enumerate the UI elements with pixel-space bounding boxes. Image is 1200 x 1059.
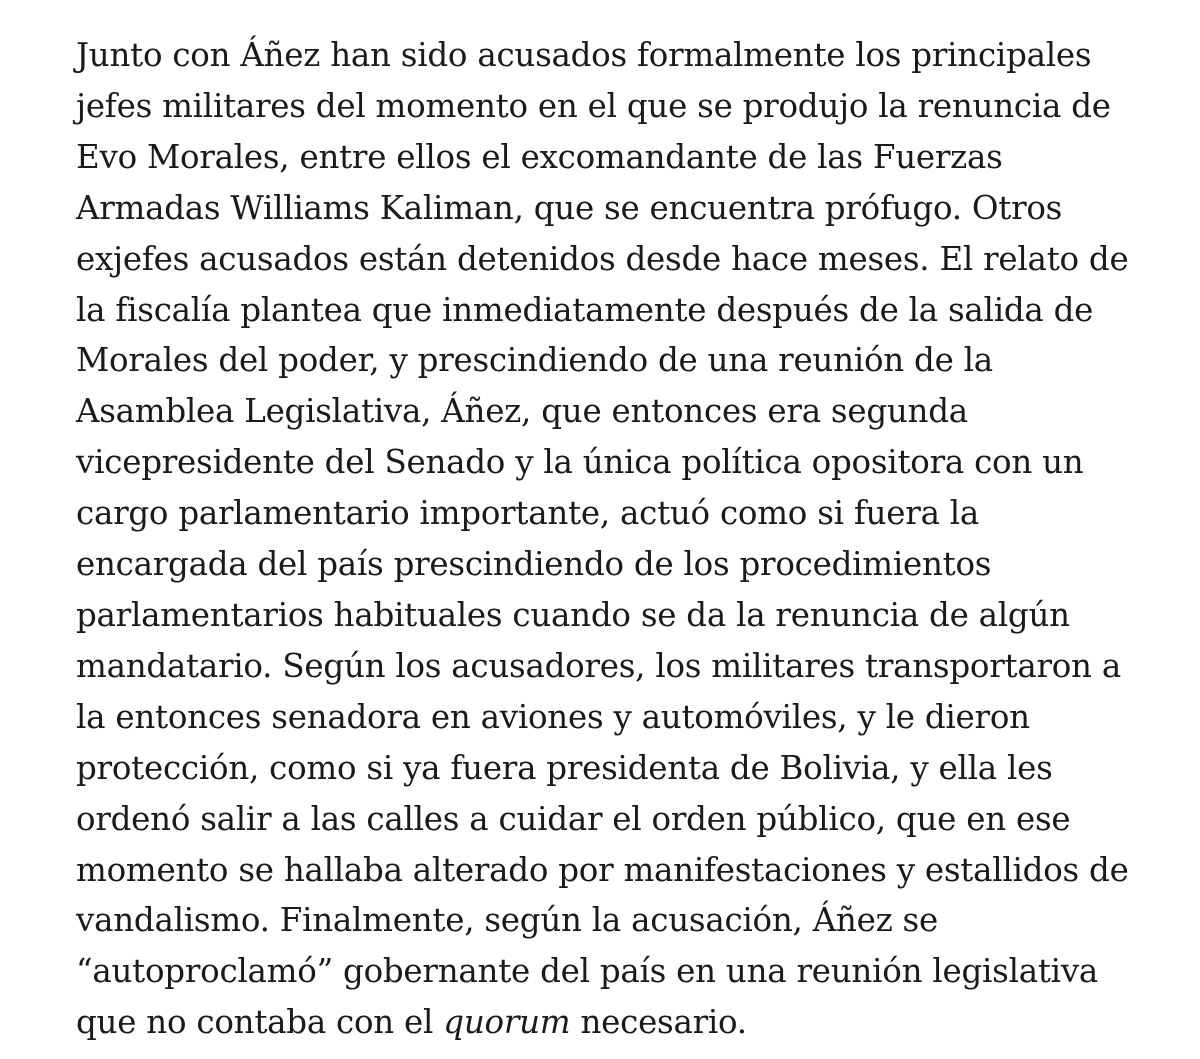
article-paragraph xyxy=(76,30,1166,1048)
paragraph-line: mandatario. Según los acusadores, los militares transportaron a xyxy=(76,646,1121,685)
paragraph-last-line xyxy=(76,997,1166,1048)
paragraph-line: Morales del poder, y prescindiendo de una reunión de la xyxy=(76,341,993,380)
paragraph-line: Armadas Williams Kaliman, que se encuentra prófugo. Otros xyxy=(76,188,1063,227)
paragraph-line: exjefes acusados están detenidos desde hace meses. El relato de xyxy=(76,239,1129,278)
paragraph-line: vandalismo. Finalmente, según la acusación, Áñez se xyxy=(76,901,938,940)
paragraph-line: “autoproclamó” gobernante del país en una reunión legislativa xyxy=(76,952,1099,991)
paragraph-line: la entonces senadora en aviones y automóviles, y le dieron xyxy=(76,697,1030,736)
paragraph-line: ordenó salir a las calles a cuidar el orden público, que en ese xyxy=(76,799,1071,838)
paragraph-line: Junto con Áñez han sido acusados formalmente los principales xyxy=(76,36,1092,74)
paragraph-line: la fiscalía plantea que inmediatamente después de la salida de xyxy=(76,290,1094,329)
paragraph-line: momento se hallaba alterado por manifestaciones y estallidos de xyxy=(76,850,1129,889)
last-line-text-before: que no contaba con el xyxy=(76,1003,444,1042)
paragraph-line: cargo parlamentario importante, actuó como si fuera la xyxy=(76,494,980,533)
paragraph-line: vicepresidente del Senado y la única política opositora con un xyxy=(76,443,1084,482)
paragraph-line: protección, como si ya fuera presidenta de Bolivia, y ella les xyxy=(76,748,1053,787)
paragraph-line: Asamblea Legislativa, Áñez, que entonces era segunda xyxy=(76,392,968,431)
paragraph-line: encargada del país prescindiendo de los procedimientos xyxy=(76,545,992,584)
paragraph-line: parlamentarios habituales cuando se da la renuncia de algún xyxy=(76,595,1070,634)
paragraph-line: Evo Morales, entre ellos el excomandante de las Fuerzas xyxy=(76,137,1003,176)
last-line-text-after: necesario. xyxy=(570,1003,747,1042)
paragraph-line: jefes militares del momento en el que se produjo la renuncia de xyxy=(76,86,1111,125)
italic-term-quorum: quorum xyxy=(443,1003,571,1042)
